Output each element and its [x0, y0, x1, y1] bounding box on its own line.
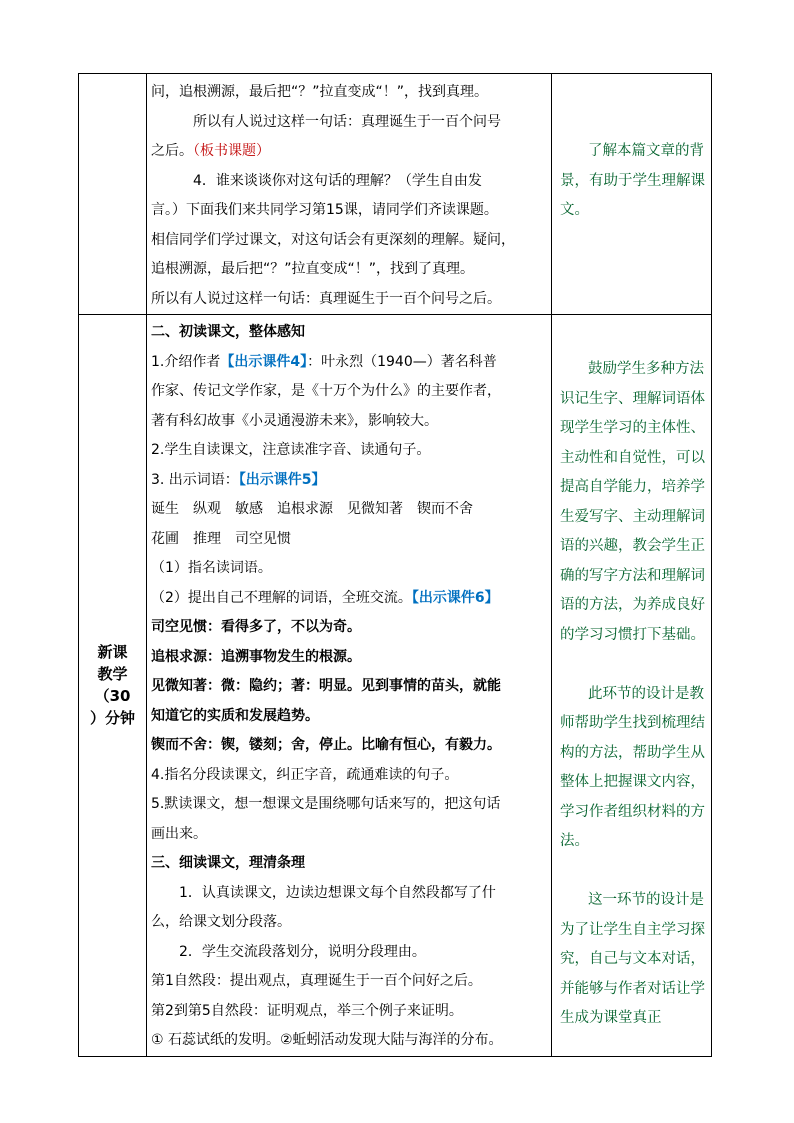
text-line: 第1自然段：提出观点，真理诞生于一百个问好之后。 — [151, 973, 482, 989]
time-label: 教学 — [97, 665, 128, 684]
definition-line: 司空见惯：看得多了，不以为奇。 — [151, 619, 361, 635]
text-line: ① 石蕊试纸的发明。②蚯蚓活动发现大陆与海洋的分布。 — [151, 1032, 503, 1048]
text-line: 第2到第5自然段：证明观点，举三个例子来证明。 — [151, 1002, 463, 1019]
blackboard-title-note: （板书课题） — [193, 143, 270, 159]
text-line: 相信同学们学过课文，对这句话会有更深刻的理解。疑问， — [151, 231, 515, 248]
definition-line: 追根求源：追溯事物发生的根源。 — [151, 648, 361, 665]
time-cell — [79, 315, 147, 1057]
text-line: 5.默读课文，想一想课文是围绕哪句话来写的，把这句话 — [151, 796, 501, 812]
text-line: 2．学生交流段落划分，说明分段理由。 — [179, 943, 426, 960]
text-line — [151, 137, 551, 167]
courseware-tag: 【出示课件6】 — [411, 589, 499, 606]
design-note-cell — [552, 74, 712, 315]
content-cell — [147, 315, 552, 1057]
text-line — [151, 348, 551, 378]
time-label: 新课 — [97, 643, 128, 662]
text-line: 4.指名分段读课文，纠正字音，疏通难读的句子。 — [151, 766, 459, 783]
time-label: （30 — [94, 687, 131, 706]
text-line: 所以有人说过这样一句话：真理诞生于一百个问号 — [193, 113, 501, 130]
text-line: （1）指名读词语。 — [151, 560, 272, 576]
text-line: 问，追根溯源，最后把“？”拉直变成“！”，找到真理。 — [151, 84, 489, 100]
text-line: 著有科幻故事《小灵通漫游未来》，影响较大。 — [151, 412, 438, 429]
section-heading: 二、初读课文，整体感知 — [151, 324, 305, 340]
text-line: 所以有人说过这样一句话：真理诞生于一百个问号之后。 — [151, 290, 501, 307]
section-heading: 三、细读课文，理清条理 — [151, 855, 305, 871]
text-line — [151, 584, 551, 614]
text-span: （2）提出自己不理解的词语，全班交流。 — [151, 589, 412, 606]
text-line: 追根溯源，最后把“？”拉直变成“！”，找到了真理。 — [151, 261, 475, 277]
text-line: 4．谁来谈谈你对这句话的理解？（学生自由发 — [193, 172, 482, 189]
text-span: ：叶永烈（1940—）著名科普 — [307, 353, 497, 370]
vocabulary-line: 花圃 推理 司空见惯 — [151, 530, 291, 547]
table-row — [79, 315, 712, 1057]
table-row — [79, 74, 712, 315]
text-line: 1．认真读课文，边读边想课文每个自然段都写了什 — [179, 884, 496, 901]
definition-line: 锲而不舍：锲，镂刻；舍，停止。比喻有恒心，有毅力。 — [151, 737, 501, 753]
courseware-tag: 【出示课件4】 — [220, 353, 308, 370]
definition-line: 知道它的实质和发展趋势。 — [151, 707, 319, 724]
text-line: 画出来。 — [151, 825, 207, 842]
text-line — [151, 466, 551, 496]
text-span: 之后。 — [151, 143, 193, 159]
text-line: 作家、传记文学作家，是《十万个为什么》的主要作者， — [151, 383, 501, 399]
design-note: 鼓励学生多种方法识记生字、理解词语体现学生学习的主体性、主动性和自觉性，可以提高自学能力，培养学生爱写字、主动理解词语的兴趣，教会学生正确的写字方法和理解词语的方法，为养成良好的学习习惯打下基础。 — [560, 361, 705, 643]
text-line: 言。）下面我们来共同学习第15课，请同学们齐读课题。 — [151, 202, 498, 218]
time-label: ）分钟 — [89, 709, 135, 728]
text-line: 2.学生自读课文，注意读准字音、读通句子。 — [151, 442, 431, 458]
text-span: 1.介绍作者 — [151, 353, 221, 370]
time-cell-empty — [79, 74, 147, 315]
text-span: 3. 出示词语： — [151, 471, 239, 488]
definition-line: 见微知著：微：隐约；著：明显。见到事情的苗头，就能 — [151, 678, 501, 694]
design-note: 了解本篇文章的背景，有助于学生理解课文。 — [560, 143, 705, 218]
vocabulary-line: 诞生 纵观 敏感 追根求源 见微知著 锲而不舍 — [151, 501, 473, 517]
design-note: 此环节的设计是教师帮助学生找到梳理结构的方法，帮助学生从整体上把握课文内容，学习作者组织材料的方法。 — [560, 685, 705, 849]
content-cell — [147, 74, 552, 315]
design-note: 这一环节的设计是为了让学生自主学习探究，自己与文本对话，并能够与作者对话让学生成为课堂真正 — [560, 892, 705, 1026]
lesson-plan-table — [78, 73, 712, 1057]
courseware-tag: 【出示课件5】 — [238, 471, 326, 488]
text-line: 么，给课文划分段落。 — [151, 914, 291, 930]
design-note-cell — [552, 315, 712, 1057]
